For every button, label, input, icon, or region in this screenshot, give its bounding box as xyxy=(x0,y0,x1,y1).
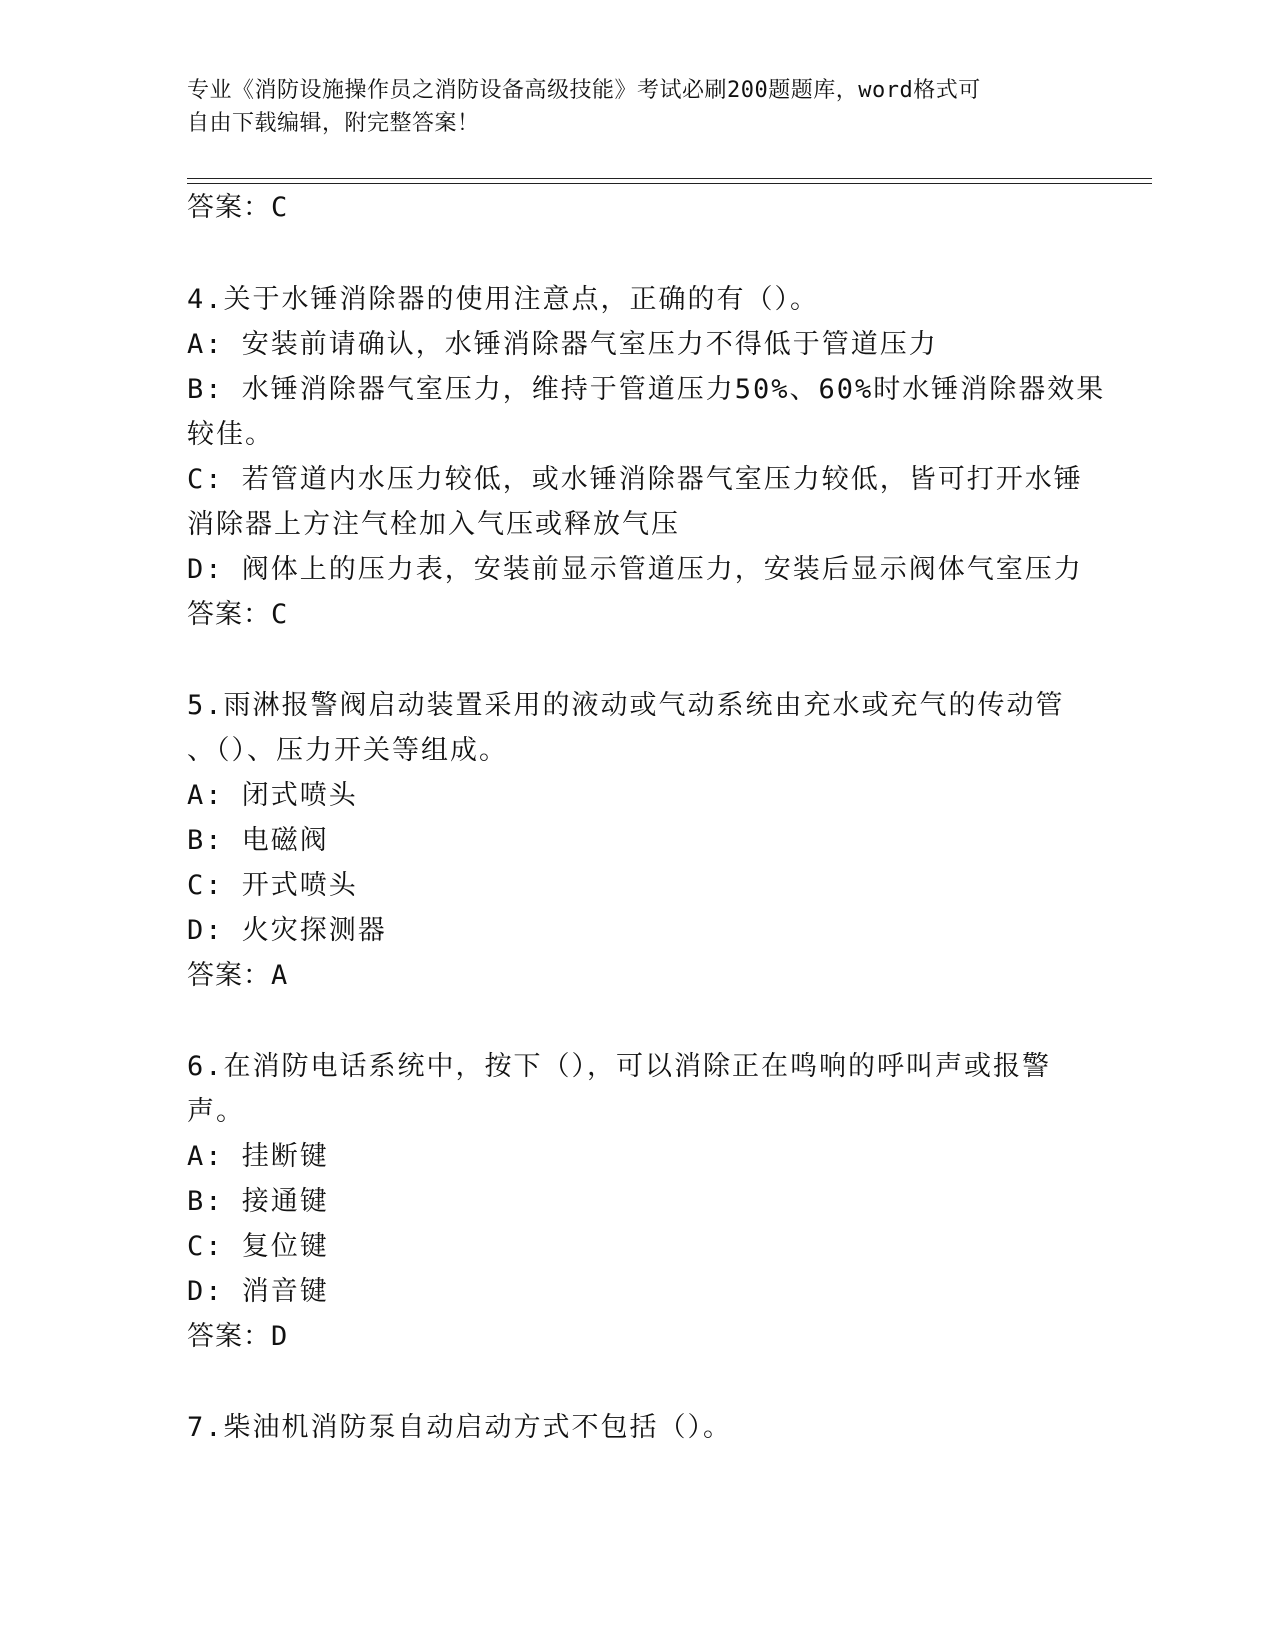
q5-stem-line-2: 、（）、压力开关等组成。 xyxy=(187,735,508,766)
q4-stem: 4.关于水锤消除器的使用注意点，正确的有（）。 xyxy=(187,284,820,315)
answer-label: 答案： xyxy=(187,192,271,223)
q6-answer xyxy=(187,1320,288,1354)
q4-option-b-line-2: 较佳。 xyxy=(187,419,274,450)
q4-option-c-line-1: C: 若管道内水压力较低，或水锤消除器气室压力较低，皆可打开水锤 xyxy=(187,464,1083,495)
q5-option-d: D: 火灾探测器 xyxy=(187,915,387,946)
page-header xyxy=(187,74,1087,140)
q6-option-b: B: 接通键 xyxy=(187,1186,329,1217)
q3-answer xyxy=(187,191,288,225)
q6-option-d: D: 消音键 xyxy=(187,1276,329,1307)
q6-option-c: C: 复位键 xyxy=(187,1231,329,1262)
answer-value: A xyxy=(271,960,289,991)
answer-value: C xyxy=(271,192,289,223)
header-line-1: 专业《消防设施操作员之消防设备高级技能》考试必刷200题题库，word格式可 xyxy=(187,78,981,103)
answer-value: D xyxy=(271,1321,289,1352)
q4-option-d: D: 阀体上的压力表，安装前显示管道压力，安装后显示阀体气室压力 xyxy=(187,554,1083,585)
header-divider-top xyxy=(187,178,1152,179)
q4-option-c-line-2: 消除器上方注气栓加入气压或释放气压 xyxy=(187,509,680,540)
q5-answer xyxy=(187,959,288,993)
q4-option-a: A: 安装前请确认，水锤消除器气室压力不得低于管道压力 xyxy=(187,329,938,360)
q5-option-c: C: 开式喷头 xyxy=(187,870,358,901)
answer-label: 答案： xyxy=(187,1321,271,1352)
q6-stem-line-2: 声。 xyxy=(187,1096,245,1127)
header-line-2: 自由下载编辑，附完整答案！ xyxy=(187,111,480,136)
q5-stem-line-1: 5.雨淋报警阀启动装置采用的液动或气动系统由充水或充气的传动管 xyxy=(187,690,1065,721)
q4-option-b-line-1: B: 水锤消除器气室压力，维持于管道压力50%、60%时水锤消除器效果 xyxy=(187,374,1106,405)
q4-answer xyxy=(187,598,288,632)
q6-stem-line-1: 6.在消防电话系统中，按下（），可以消除正在鸣响的呼叫声或报警 xyxy=(187,1051,1052,1082)
answer-label: 答案： xyxy=(187,960,271,991)
q5-option-b: B: 电磁阀 xyxy=(187,825,329,856)
q6-option-a: A: 挂断键 xyxy=(187,1141,329,1172)
answer-value: C xyxy=(271,599,289,630)
answer-label: 答案： xyxy=(187,599,271,630)
q7-stem: 7.柴油机消防泵自动启动方式不包括（）。 xyxy=(187,1412,733,1443)
q5-option-a: A: 闭式喷头 xyxy=(187,780,358,811)
header-divider-bottom xyxy=(187,183,1152,184)
